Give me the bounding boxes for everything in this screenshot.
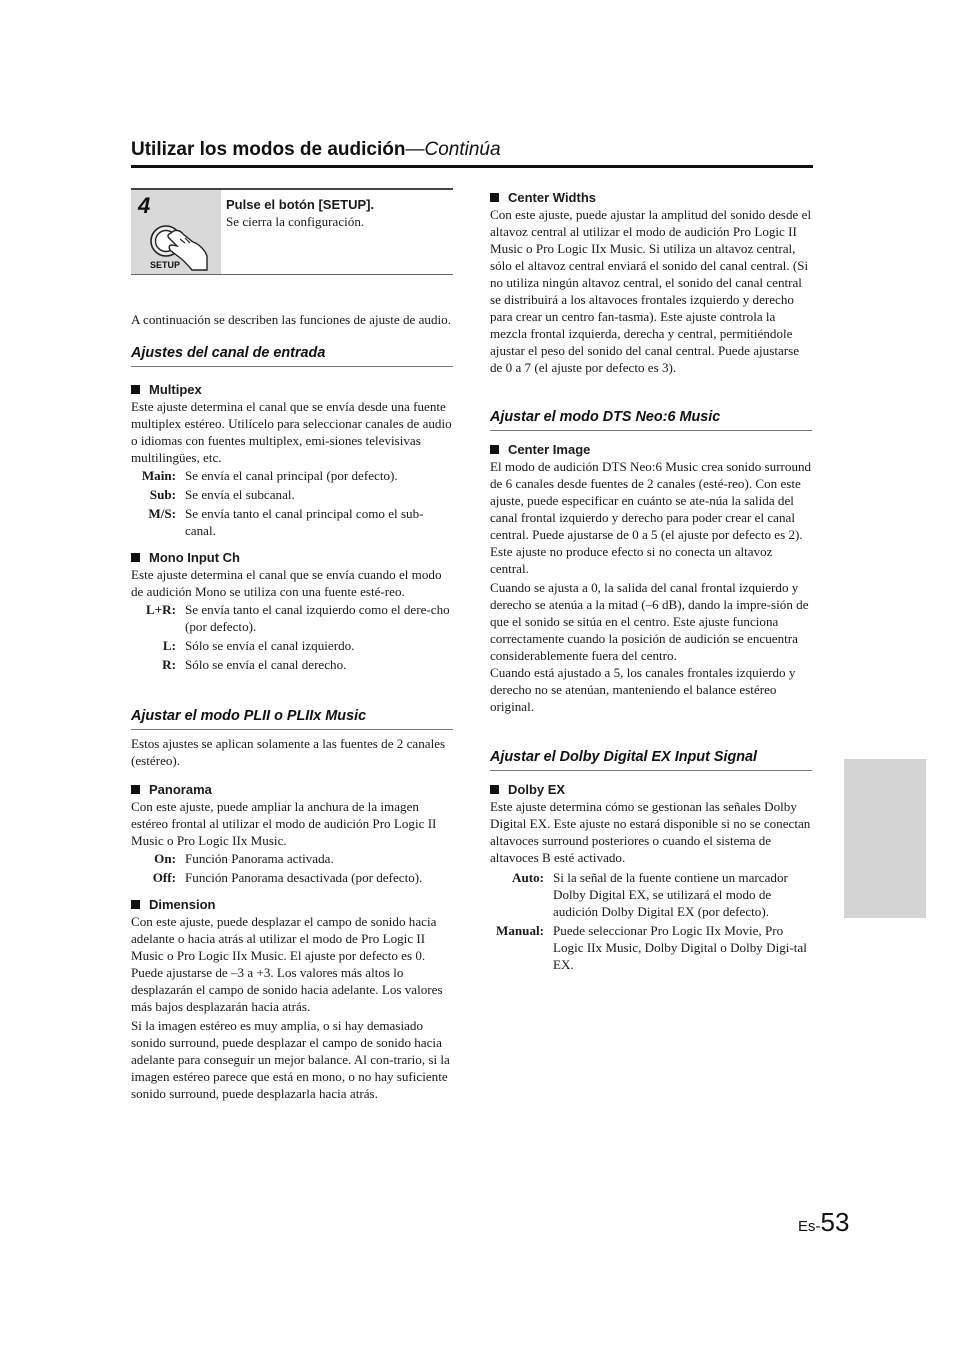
panorama-text: Con este ajuste, puede ampliar la anchura de la imagen estéreo frontal al utilizar el modo de audición Pro Logic II Music o Pro Logic IIx Music. — [131, 799, 437, 848]
left-column — [131, 188, 453, 1102]
option-row: R: Sólo se envía el canal derecho. — [162, 657, 347, 672]
subsection-title-mono-input: Mono Input Ch — [131, 549, 453, 566]
option-row: L+R: Se envía tanto el canal izquierdo como el dere-cho (por defecto). — [145, 602, 450, 634]
multipex-text: Este ajuste determina el canal que se envía desde una fuente multiplex estéreo. Utilícelo para seleccionar canales de audio o idiomas con fuentes multiplex, emi-siones televisivas multilingües, etc. — [131, 399, 452, 465]
subsection-title-multipex: Multipex — [131, 381, 453, 398]
bullet-square-icon — [131, 385, 140, 394]
subsection-title-center-widths: Center Widths — [490, 189, 812, 206]
page-header — [131, 138, 813, 162]
step-description: Se cierra la configuración. — [226, 214, 365, 229]
subsection-title-dimension: Dimension — [131, 896, 453, 913]
option-row: Sub: Se envía el subcanal. — [149, 487, 295, 502]
page-number-value: 53 — [820, 1207, 850, 1237]
mono-input-text: Este ajuste determina el canal que se envía cuando el modo de audición Mono se utiliza con una fuente esté-reo. — [131, 567, 442, 599]
step-graphic — [131, 190, 221, 274]
bullet-square-icon — [490, 193, 499, 202]
option-row: Off: Función Panorama desactivada (por defecto). — [152, 870, 423, 885]
dimension-text-2: Si la imagen estéreo es muy amplia, o si hay demasiado sonido surround, puede desplazar el campo de sonido hacia adelante para conseguir un mejor balance. Al con-trario, si la imagen estéreo parece que está en mono, o no hay suficiente sonido surround, puede desplazarla hacia atrás. — [131, 1018, 450, 1101]
setup-button-press-icon — [147, 224, 213, 272]
setup-icon-label: SETUP — [150, 260, 181, 270]
bullet-square-icon — [131, 785, 140, 794]
option-row: Auto: Si la señal de la fuente contiene un marcador Dolby Digital EX, se utilizará el modo de audición Dolby Digital EX (por defecto). — [511, 870, 788, 919]
section-title-dolby-ex: Ajustar el Dolby Digital EX Input Signal — [490, 748, 812, 771]
bullet-square-icon — [131, 553, 140, 562]
step-text — [221, 190, 374, 274]
page-header-title: Utilizar los modos de audición — [131, 139, 406, 160]
center-image-text-1: El modo de audición DTS Neo:6 Music crea sonido surround de 6 canales desde fuentes de 2 canales (esté-reo). Con este ajuste, puede especificar en cuánto se ate-núa la salida del canal frontal izquierdo y derecho para poder crear el canal central. Puede ajustarse de 0 a 5 (el ajuste por defecto es 2). Este ajuste no produce efecto si no conecta un altavoz central. — [490, 459, 812, 576]
page-number-prefix: Es- — [798, 1218, 821, 1235]
step-box — [131, 188, 453, 275]
option-row: Manual: Puede seleccionar Pro Logic IIx Movie, Pro Logic IIx Music, Dolby Digital o Dolby Digi-tal EX. — [495, 923, 807, 972]
mono-input-options — [131, 601, 453, 673]
step-title: Pulse el botón [SETUP]. — [226, 197, 375, 212]
page-header-continued: —Continúa — [405, 139, 501, 160]
intro-text: A continuación se describen las funciones de ajuste de audio. — [131, 312, 451, 327]
center-widths-text: Con este ajuste, puede ajustar la amplitud del sonido desde el altavoz central al utilizar el modo de audición Pro Logic II Music o Pro Logic IIx Music. Si utiliza un altavoz central, sólo el altavoz central enviará el sonido del canal central. (Si no utiliza ningún altavoz central, el sonido del canal central se distribuirá a los altavoces frontales izquierdo y derecho para crear un centro fan-tasma). Este ajuste controla la mezcla frontal izquierda, derecha y central, permitiéndole ajustar el peso del sonido del canal central. Puede ajustarse de 0 a 7 (el ajuste por defecto es 3). — [490, 207, 812, 375]
subsection-title-center-image: Center Image — [490, 441, 812, 458]
bullet-square-icon — [490, 785, 499, 794]
section-title-input-channel: Ajustes del canal de entrada — [131, 344, 453, 367]
step-number: 4 — [138, 193, 151, 218]
multipex-options — [131, 467, 453, 539]
option-row: On: Función Panorama activada. — [154, 851, 334, 866]
plii-intro: Estos ajustes se aplican solamente a las fuentes de 2 canales (estéreo). — [131, 736, 446, 768]
bullet-square-icon — [131, 900, 140, 909]
right-column — [490, 188, 812, 975]
section-title-neo6: Ajustar el modo DTS Neo:6 Music — [490, 408, 812, 431]
center-image-text-2: Cuando se ajusta a 0, la salida del canal frontal izquierdo y derecho se atenúa a la mitad (–6 dB), dando la impre-sión de que el sonido se sitúa en el centro. Este ajuste funciona correctamente cuando la posición de audición se encuentra considerablemente fuera del centro. — [490, 580, 809, 663]
subsection-title-dolby-ex: Dolby EX — [490, 781, 812, 798]
subsection-title-panorama: Panorama — [131, 781, 453, 798]
section-title-plii: Ajustar el modo PLII o PLIIx Music — [131, 707, 453, 730]
option-row: M/S: Se envía tanto el canal principal como el sub-canal. — [148, 506, 424, 538]
option-row: Main: Se envía el canal principal (por defecto). — [141, 468, 398, 483]
bullet-square-icon — [490, 445, 499, 454]
page-number — [798, 1207, 849, 1238]
side-tab — [844, 759, 926, 918]
header-rule — [131, 165, 813, 168]
dolby-ex-text: Este ajuste determina cómo se gestionan las señales Dolby Digital EX. Este ajuste no estará disponible si no se conectan altavoces surround posteriores o cuando el sistema de altavoces B esté activado. — [490, 799, 811, 865]
center-image-text-3: Cuando está ajustado a 5, los canales frontales izquierdo y derecho no se atenúan, manteniendo el balance estéreo original. — [490, 665, 796, 714]
panorama-options — [131, 850, 453, 886]
option-row: L: Sólo se envía el canal izquierdo. — [162, 638, 355, 653]
dimension-text-1: Con este ajuste, puede desplazar el campo de sonido hacia adelante o hacia atrás al utilizar el modo de Pro Logic II Music o Pro Logic IIx Music. El ajuste por defecto es 0. Puede ajustarse de –3 a +3. Los valores más altos lo desplazarán el campo de sonido hacia adelante. Los valores más bajos desplazarán hacia atrás. — [131, 914, 443, 1014]
dolby-ex-options — [490, 869, 812, 973]
